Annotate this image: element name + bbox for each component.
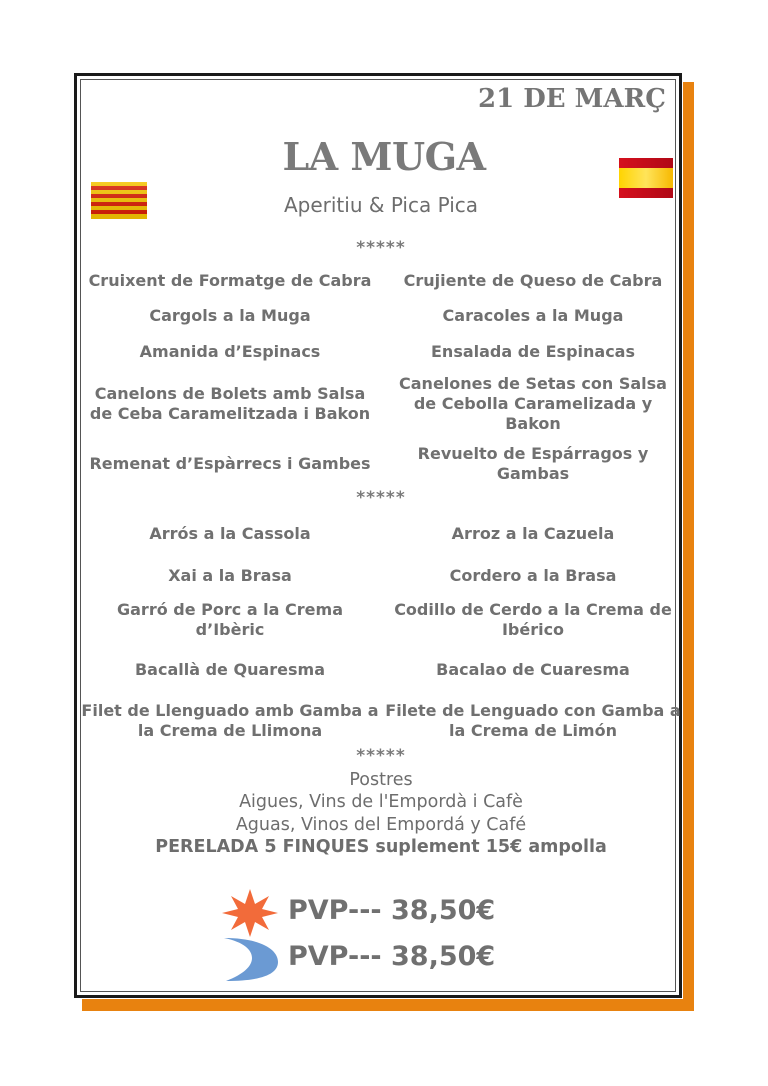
catalan-flag-icon <box>91 182 147 219</box>
main-ca: Garró de Porc a la Crema d’Ibèric <box>117 600 343 639</box>
main-es: Bacalao de Cuaresma <box>436 660 630 679</box>
starter-ca: Remenat d’Espàrrecs i Gambes <box>89 454 371 473</box>
starter-ca: Canelons de Bolets amb Salsa de Ceba Caramelitzada i Bakon <box>89 384 371 423</box>
sun-icon <box>220 888 280 938</box>
main-ca: Arrós a la Cassola <box>149 524 311 543</box>
starter-es: Revuelto de Espárragos y Gambas <box>417 444 649 483</box>
price-dinner: PVP--- 38,50€ <box>288 941 496 972</box>
main-es: Cordero a la Brasa <box>449 566 617 585</box>
starter-ca: Amanida d’Espinacs <box>139 342 321 361</box>
starter-ca: Cruixent de Formatge de Cabra <box>88 271 372 290</box>
starter-ca: Cargols a la Muga <box>149 306 311 325</box>
main-ca: Bacallà de Quaresma <box>134 660 325 679</box>
menu-date: 21 DE MARÇ <box>478 84 666 114</box>
separator-stars: ***** <box>356 238 406 258</box>
wine-supplement-line: PERELADA 5 FINQUES suplement 15€ ampolla <box>155 837 607 857</box>
main-es: Arroz a la Cazuela <box>451 524 615 543</box>
main-ca: Xai a la Brasa <box>168 566 292 585</box>
main-es: Codillo de Cerdo a la Crema de Ibérico <box>394 600 672 639</box>
separator-stars: ***** <box>356 488 406 508</box>
restaurant-title: LA MUGA <box>282 134 486 179</box>
starter-es: Crujiente de Queso de Cabra <box>403 271 663 290</box>
drinks-ca-line: Aigues, Vins de l'Empordà i Cafè <box>239 792 523 812</box>
main-ca: Filet de Llenguado amb Gamba a la Crema de Llimona <box>81 701 379 740</box>
spanish-flag-icon <box>619 158 673 198</box>
menu-subtitle: Aperitiu & Pica Pica <box>283 193 479 217</box>
starter-es: Caracoles a la Muga <box>442 306 624 325</box>
drinks-es-line: Aguas, Vinos del Empordá y Café <box>235 815 527 835</box>
desserts-line: Postres <box>349 770 413 790</box>
separator-stars: ***** <box>356 746 406 766</box>
main-es: Filete de Lenguado con Gamba a la Crema de Limón <box>385 701 681 740</box>
price-lunch: PVP--- 38,50€ <box>288 895 496 926</box>
moon-icon <box>222 936 282 982</box>
starter-es: Canelones de Setas con Salsa de Cebolla Caramelizada y Bakon <box>399 374 667 433</box>
starter-es: Ensalada de Espinacas <box>431 342 635 361</box>
